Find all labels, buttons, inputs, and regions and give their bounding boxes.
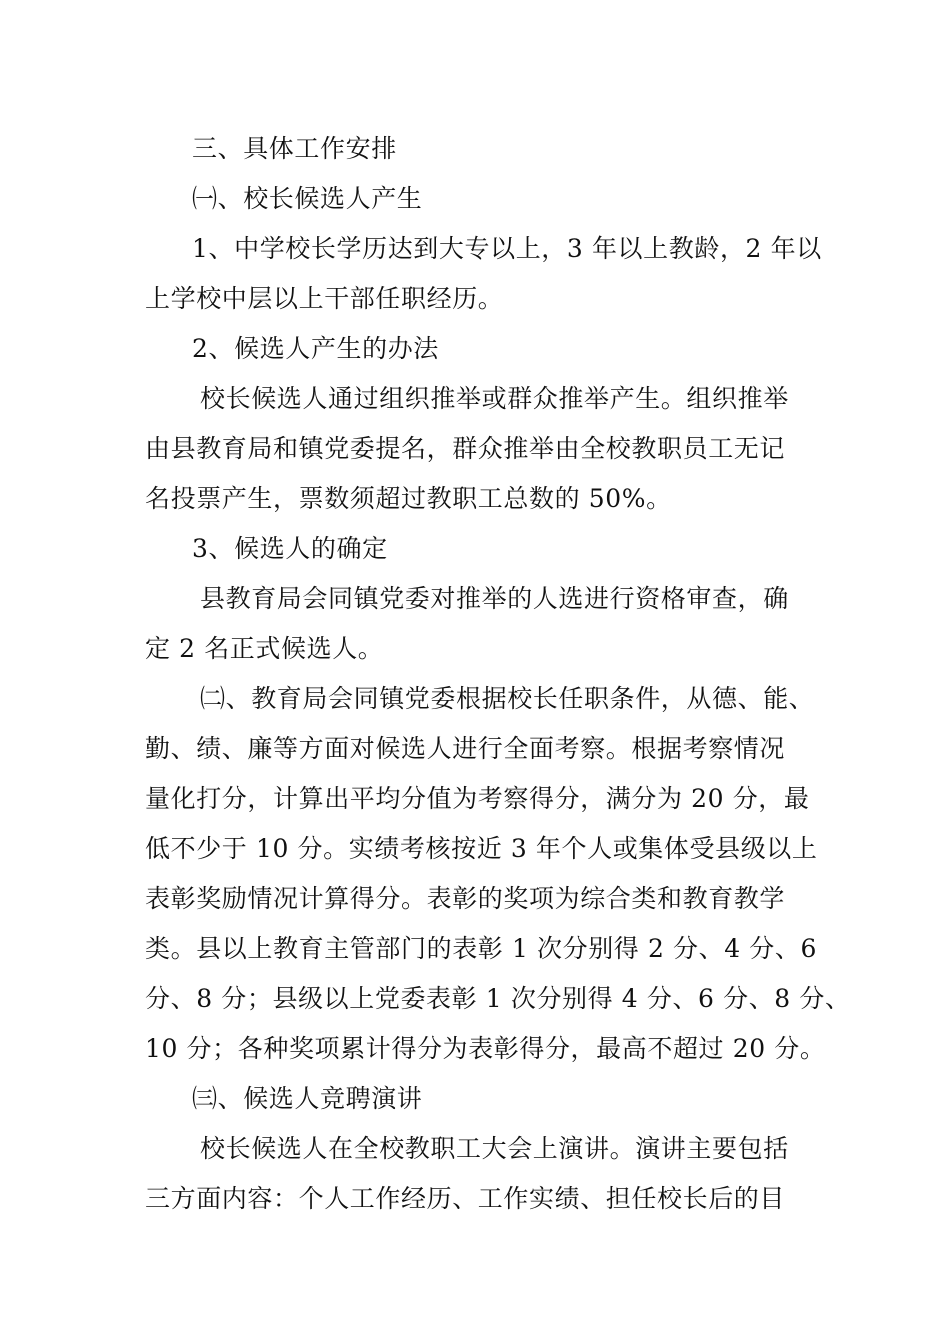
paragraph-line: 低不少于 10 分。实绩考核按近 3 年个人或集体受县级以上 [145, 834, 818, 863]
paragraph-line: 1、中学校长学历达到大专以上，3 年以上教龄，2 年以 [192, 234, 822, 263]
paragraph-line: 名投票产生，票数须超过教职工总数的 50%。 [145, 484, 672, 513]
paragraph-line: 由县教育局和镇党委提名，群众推举由全校教职员工无记 [145, 434, 786, 463]
subsection-heading: ㈡、教育局会同镇党委根据校长任职条件，从德、能、 [200, 684, 815, 713]
paragraph-line: 类。县以上教育主管部门的表彰 1 次分别得 2 分、4 分、6 [145, 934, 817, 963]
paragraph-line: 定 2 名正式候选人。 [145, 634, 384, 663]
subsection-heading: ㈠、校长候选人产生 [192, 184, 423, 213]
paragraph-line: 校长候选人通过组织推举或群众推举产生。组织推举 [200, 384, 789, 413]
paragraph-line: 分、8 分；县级以上党委表彰 1 次分别得 4 分、6 分、8 分、 [145, 984, 851, 1013]
paragraph-line: 10 分；各种奖项累计得分为表彰得分，最高不超过 20 分。 [145, 1034, 826, 1063]
paragraph-line: 县教育局会同镇党委对推举的人选进行资格审查，确 [200, 584, 789, 613]
paragraph-line: 勤、绩、廉等方面对候选人进行全面考察。根据考察情况 [145, 734, 786, 763]
subsection-heading: ㈢、候选人竞聘演讲 [192, 1084, 423, 1113]
paragraph-line: 量化打分，计算出平均分值为考察得分，满分为 20 分，最 [145, 784, 810, 813]
paragraph-line: 表彰奖励情况计算得分。表彰的奖项为综合类和教育教学 [145, 884, 786, 913]
paragraph-line: 校长候选人在全校教职工大会上演讲。演讲主要包括 [200, 1134, 789, 1163]
item-heading: 3、候选人的确定 [192, 534, 388, 563]
paragraph-line: 上学校中层以上干部任职经历。 [145, 284, 504, 313]
item-heading: 2、候选人产生的办法 [192, 334, 439, 363]
paragraph-line: 三方面内容：个人工作经历、工作实绩、担任校长后的目 [145, 1184, 786, 1213]
section-heading: 三、具体工作安排 [192, 134, 397, 163]
